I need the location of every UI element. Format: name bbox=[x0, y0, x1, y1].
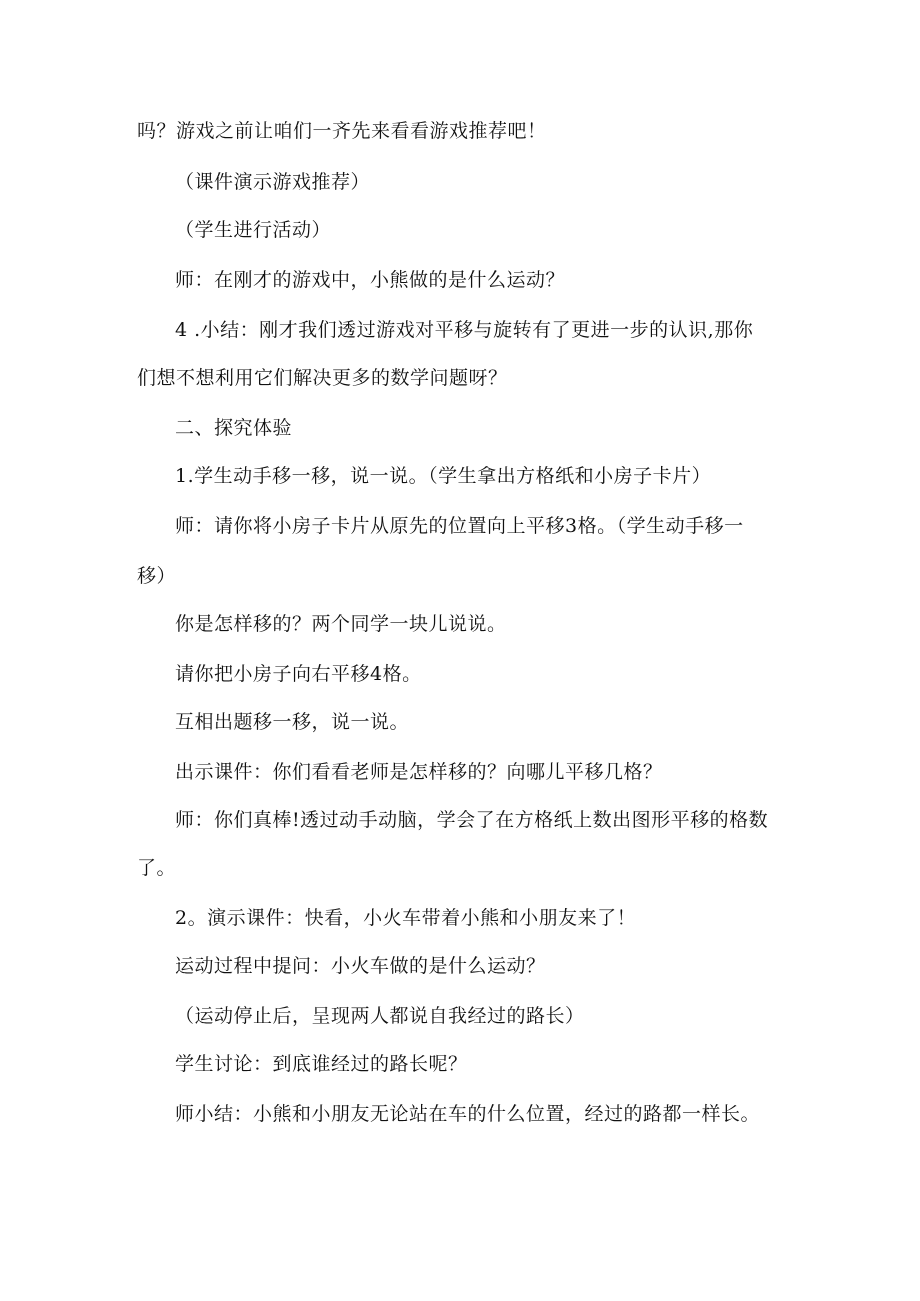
text-line-10: 移） bbox=[137, 565, 177, 587]
text-line-1: 吗？游戏之前让咱们一齐先来看看游戏推荐吧！ bbox=[137, 120, 547, 142]
text-line-6: 们想不想利用它们解决更多的数学问题呀？ bbox=[137, 367, 508, 389]
text-line-3: （学生进行活动） bbox=[175, 219, 332, 241]
text-line-19: （运动停止后，呈现两人都说自我经过的路长） bbox=[175, 1005, 585, 1027]
section-heading: 二、探究体验 bbox=[175, 417, 293, 439]
text-line-13: 互相出题移一移，说一说。 bbox=[175, 711, 410, 733]
text-line-5: 4 .小结：刚才我们透过游戏对平移与旋转有了更进一步的认识,那你 bbox=[175, 319, 754, 341]
text-line-2: （课件演示游戏推荐） bbox=[175, 171, 371, 193]
text-line-12: 请你把小房子向右平移4格。 bbox=[175, 663, 422, 685]
text-line-14: 出示课件：你们看看老师是怎样移的？向哪儿平移几格？ bbox=[175, 761, 663, 783]
text-line-8: 1.学生动手移一移，说一说。（学生拿出方格纸和小房子卡片） bbox=[175, 465, 712, 487]
text-line-16: 了。 bbox=[137, 857, 177, 879]
text-line-17: 2。演示课件：快看，小火车带着小熊和小朋友来了！ bbox=[175, 907, 637, 929]
text-line-21: 师小结：小熊和小朋友无论站在车的什么位置，经过的路都一样长。 bbox=[175, 1103, 761, 1125]
text-line-9: 师：请你将小房子卡片从原先的位置向上平移3格。（学生动手移一 bbox=[175, 515, 744, 537]
text-line-15: 师：你们真棒!透过动手动脑，学会了在方格纸上数出图形平移的格数 bbox=[175, 809, 769, 831]
text-line-20: 学生讨论：到底谁经过的路长呢？ bbox=[175, 1053, 468, 1075]
text-line-18: 运动过程中提问：小火车做的是什么运动？ bbox=[175, 955, 546, 977]
text-line-11: 你是怎样移的？两个同学一块儿说说。 bbox=[175, 613, 507, 635]
text-line-4: 师：在刚才的游戏中，小熊做的是什么运动？ bbox=[175, 269, 566, 291]
